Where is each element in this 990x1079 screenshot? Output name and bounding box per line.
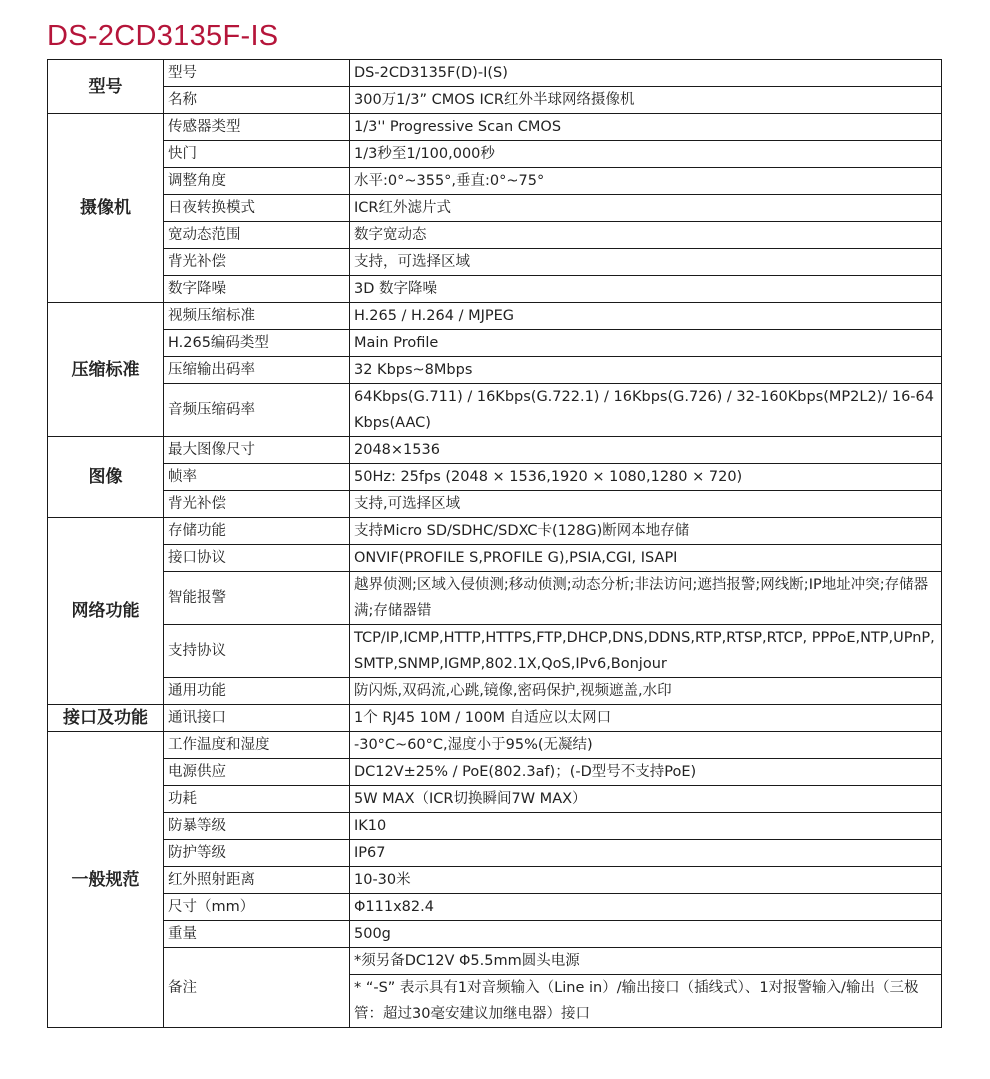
spec-label: 防护等级 [164,840,350,867]
spec-table [47,59,942,1028]
table-row [48,276,942,303]
spec-label: 日夜转换模式 [164,195,350,222]
spec-value: 1个 RJ45 10M / 100M 自适应以太网口 [350,705,942,732]
spec-label: 压缩输出码率 [164,357,350,384]
spec-value: DC12V±25% / PoE(802.3af)；(-D型号不支持PoE) [350,759,942,786]
spec-label: 通用功能 [164,678,350,705]
spec-value: 500g [350,921,942,948]
table-row [48,759,942,786]
section-category: 网络功能 [48,518,164,705]
table-row [48,114,942,141]
table-row [48,867,942,894]
spec-label: 尺寸（mm） [164,894,350,921]
spec-label: 接口协议 [164,545,350,572]
spec-value: 支持，可选择区域 [350,249,942,276]
section-category: 型号 [48,60,164,114]
page-title: DS-2CD3135F-IS [47,20,279,52]
table-row [48,330,942,357]
table-row [48,813,942,840]
table-row [48,894,942,921]
spec-label: 宽动态范围 [164,222,350,249]
spec-label: 调整角度 [164,168,350,195]
table-row [48,195,942,222]
spec-value: TCP/IP,ICMP,HTTP,HTTPS,FTP,DHCP,DNS,DDNS,RTP,RTSP,RTCP, PPPoE,NTP,UPnP,SMTP,SNMP,IGMP,802.1X,QoS,IPv6,Bonjour [350,625,942,678]
table-row [48,60,942,87]
spec-value: 1/3秒至1/100,000秒 [350,141,942,168]
table-row [48,357,942,384]
spec-label: 传感器类型 [164,114,350,141]
spec-table-body [48,60,942,1028]
spec-value: 2048×1536 [350,437,942,464]
spec-value: * “-S” 表示具有1对音频输入（Line in）/输出接口（插线式）、1对报警输入/输出（三极管：超过30毫安建议加继电器）接口 [350,975,942,1028]
spec-label: 防暴等级 [164,813,350,840]
spec-value: 64Kbps(G.711) / 16Kbps(G.722.1) / 16Kbps(G.726) / 32-160Kbps(MP2L2)/ 16-64Kbps(AAC) [350,384,942,437]
spec-label: 通讯接口 [164,705,350,732]
table-row [48,518,942,545]
spec-value: -30°C~60°C,湿度小于95%(无凝结) [350,732,942,759]
spec-label: 音频压缩码率 [164,384,350,437]
table-row [48,840,942,867]
table-row [48,168,942,195]
table-row [48,948,942,975]
spec-value: ONVIF(PROFILE S,PROFILE G),PSIA,CGI, ISAPI [350,545,942,572]
spec-value: *须另备DC12V Φ5.5mm圆头电源 [350,948,942,975]
table-row [48,545,942,572]
section-category: 接口及功能 [48,705,164,732]
spec-label: 数字降噪 [164,276,350,303]
section-category: 图像 [48,437,164,518]
spec-label: 背光补偿 [164,491,350,518]
spec-label: 最大图像尺寸 [164,437,350,464]
table-row [48,572,942,625]
spec-label: 帧率 [164,464,350,491]
spec-value: 300万1/3” CMOS ICR红外半球网络摄像机 [350,87,942,114]
table-row [48,464,942,491]
spec-label: 存储功能 [164,518,350,545]
spec-value: IP67 [350,840,942,867]
section-category: 摄像机 [48,114,164,303]
spec-value: 3D 数字降噪 [350,276,942,303]
spec-label: H.265编码类型 [164,330,350,357]
spec-value: H.265 / H.264 / MJPEG [350,303,942,330]
table-row [48,921,942,948]
table-row [48,249,942,276]
table-row [48,437,942,464]
spec-label: 名称 [164,87,350,114]
spec-label: 快门 [164,141,350,168]
spec-label: 工作温度和湿度 [164,732,350,759]
spec-label: 重量 [164,921,350,948]
table-row [48,491,942,518]
spec-value: 水平:0°~355°,垂直:0°~75° [350,168,942,195]
spec-label: 型号 [164,60,350,87]
spec-label: 功耗 [164,786,350,813]
spec-value: 1/3'' Progressive Scan CMOS [350,114,942,141]
table-row [48,222,942,249]
spec-label: 支持协议 [164,625,350,678]
spec-value: 支持,可选择区域 [350,491,942,518]
spec-label: 备注 [164,948,350,1028]
spec-value: 32 Kbps~8Mbps [350,357,942,384]
section-category: 压缩标准 [48,303,164,437]
table-row [48,732,942,759]
table-row [48,786,942,813]
table-row [48,678,942,705]
spec-value: IK10 [350,813,942,840]
spec-value: 10-30米 [350,867,942,894]
spec-value: 支持Micro SD/SDHC/SDXC卡(128G)断网本地存储 [350,518,942,545]
spec-label: 智能报警 [164,572,350,625]
spec-value: 防闪烁,双码流,心跳,镜像,密码保护,视频遮盖,水印 [350,678,942,705]
spec-value: 越界侦测;区域入侵侦测;移动侦测;动态分析;非法访问;遮挡报警;网线断;IP地址冲突;存储器满;存储器错 [350,572,942,625]
spec-value: DS-2CD3135F(D)-I(S) [350,60,942,87]
table-row [48,87,942,114]
spec-label: 视频压缩标准 [164,303,350,330]
spec-value: 数字宽动态 [350,222,942,249]
spec-value: Main Profile [350,330,942,357]
spec-label: 电源供应 [164,759,350,786]
spec-value: Φ111x82.4 [350,894,942,921]
spec-value: 5W MAX（ICR切换瞬间7W MAX） [350,786,942,813]
table-row [48,141,942,168]
table-row [48,625,942,678]
section-category: 一般规范 [48,732,164,1028]
table-row [48,705,942,732]
spec-label: 背光补偿 [164,249,350,276]
spec-value: ICR红外滤片式 [350,195,942,222]
spec-label: 红外照射距离 [164,867,350,894]
table-row [48,303,942,330]
table-row [48,384,942,437]
spec-value: 50Hz: 25fps (2048 × 1536,1920 × 1080,1280 × 720) [350,464,942,491]
